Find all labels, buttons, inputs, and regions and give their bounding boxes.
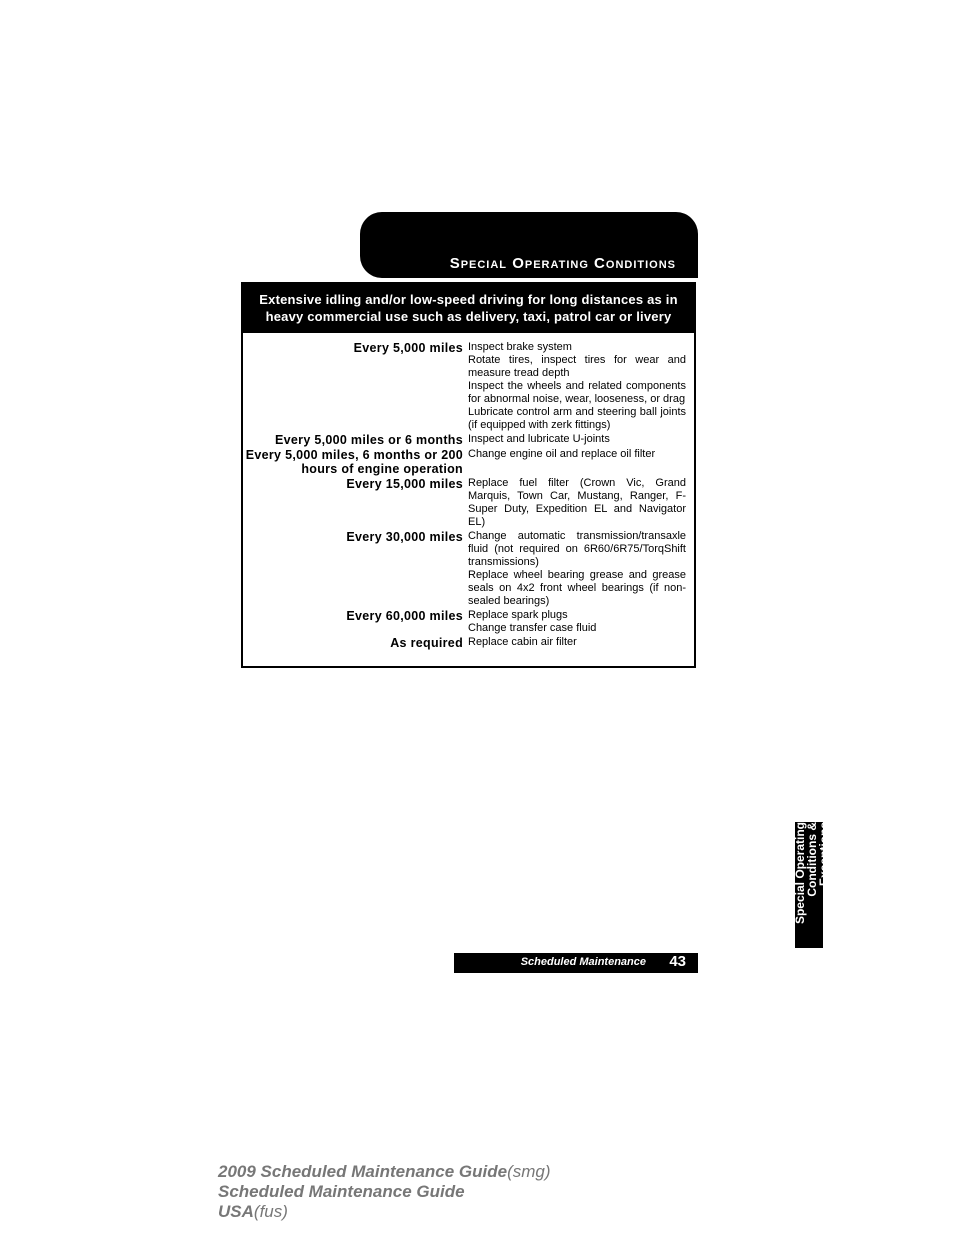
page-number: 43	[669, 953, 686, 970]
watermark-line-2: Scheduled Maintenance Guide	[218, 1182, 465, 1201]
schedule-interval: Every 30,000 miles	[346, 530, 463, 544]
watermark-line-3-code: (fus)	[253, 1202, 288, 1221]
side-tab-line-2: Conditions &	[805, 822, 819, 897]
schedule-task: Change engine oil and replace oil filter	[468, 448, 656, 460]
schedule-row	[243, 341, 686, 432]
schedule-row	[243, 477, 686, 529]
side-tab-line-3: Exceptions	[817, 822, 831, 887]
side-tab-line-1: Special Operating	[793, 822, 807, 925]
schedule-tasks	[468, 341, 686, 432]
schedule-interval: Every 5,000 miles or 6 months	[275, 433, 463, 447]
footer-label: Scheduled Maintenance	[520, 956, 646, 968]
watermark-line-1-code: (smg)	[507, 1162, 551, 1181]
schedule-interval: Every 5,000 miles, 6 months or 200 hours of engine operation	[245, 448, 463, 476]
schedule-task: Inspect the wheels and related components for abnormal noise, wear, looseness, or drag	[468, 380, 686, 405]
schedule-box-title: Extensive idling and/or low-speed driving for long distances as in heavy commercial use such as delivery, taxi, patrol car or livery	[243, 284, 694, 333]
schedule-rows	[243, 333, 694, 650]
schedule-row	[243, 636, 686, 650]
schedule-task: Rotate tires, inspect tires for wear and measure tread depth	[468, 354, 686, 379]
watermark-line-3: USA	[218, 1202, 254, 1221]
schedule-tasks	[468, 530, 686, 608]
schedule-row	[243, 530, 686, 608]
schedule-task: Replace spark plugs	[468, 609, 568, 621]
schedule-task: Change automatic transmission/transaxle fluid (not required on 6R60/6R75/TorqShift transmissions)	[468, 530, 686, 568]
schedule-task: Replace wheel bearing grease and grease seals on 4x2 front wheel bearings (if non-sealed bearings)	[468, 569, 686, 607]
section-title: Special Operating Conditions	[449, 255, 676, 272]
schedule-interval: As required	[390, 636, 463, 650]
schedule-row	[243, 433, 686, 447]
document-watermark	[218, 1162, 551, 1222]
schedule-task: Inspect and lubricate U-joints	[468, 433, 610, 445]
watermark-line-1: 2009 Scheduled Maintenance Guide	[218, 1162, 508, 1181]
schedule-tasks	[468, 609, 686, 635]
schedule-task: Inspect brake system	[468, 341, 572, 353]
schedule-task: Replace cabin air filter	[468, 636, 577, 648]
schedule-row	[243, 448, 686, 476]
schedule-tasks	[468, 433, 686, 447]
schedule-tasks	[468, 477, 686, 529]
schedule-row	[243, 609, 686, 635]
schedule-task: Change transfer case fluid	[468, 622, 597, 634]
schedule-tasks	[468, 636, 686, 650]
section-header-tab	[360, 212, 698, 278]
schedule-interval: Every 15,000 miles	[346, 477, 463, 491]
schedule-tasks	[468, 448, 686, 476]
schedule-interval: Every 5,000 miles	[353, 341, 463, 355]
schedule-task: Lubricate control arm and steering ball joints (if equipped with zerk fittings)	[468, 406, 686, 431]
maintenance-schedule-box	[241, 282, 696, 668]
chapter-side-tab-label	[793, 822, 831, 948]
page-footer	[454, 953, 698, 973]
schedule-interval: Every 60,000 miles	[346, 609, 463, 623]
schedule-task: Replace fuel filter (Crown Vic, Grand Marquis, Town Car, Mustang, Ranger, F-Super Duty, Expedition EL and Navigator EL)	[468, 477, 686, 528]
